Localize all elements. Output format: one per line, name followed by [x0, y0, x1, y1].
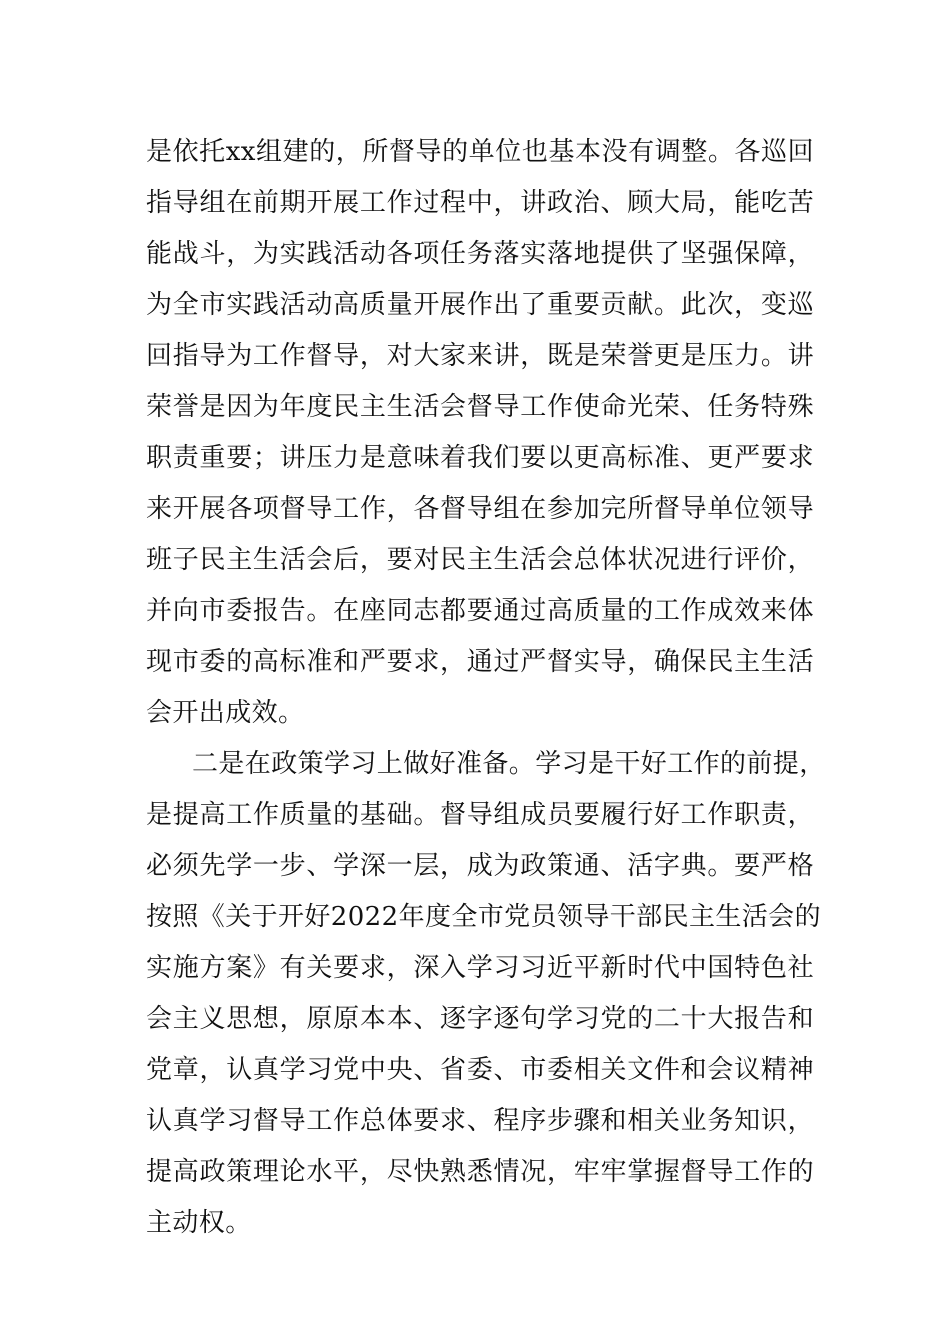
text-line: 回指导为工作督导，对大家来讲，既是荣誉更是压力。讲 — [146, 341, 814, 371]
text-line: 实施方案》有关要求，深入学习习近平新时代中国特色社 — [146, 953, 814, 983]
paragraph-2 — [146, 739, 826, 1249]
text-line: 按照《关于开好2022年度全市党员领导干部民主生活会的 — [146, 902, 821, 932]
text-line: 荣誉是因为年度民主生活会督导工作使命光荣、任务特殊 — [146, 392, 814, 422]
text-line: 指导组在前期开展工作过程中，讲政治、顾大局，能吃苦 — [146, 188, 814, 218]
text-line: 来开展各项督导工作，各督导组在参加完所督导单位领导 — [146, 494, 814, 524]
text-line: 是依托xx组建的，所督导的单位也基本没有调整。各巡回 — [146, 137, 814, 167]
text-line: 必须先学一步、学深一层，成为政策通、活字典。要严格 — [146, 851, 814, 881]
document-body — [146, 127, 826, 1249]
text-line: 二是在政策学习上做好准备。学习是干好工作的前提， — [192, 749, 826, 779]
text-line: 能战斗，为实践活动各项任务落实落地提供了坚强保障， — [146, 239, 814, 269]
text-line: 班子民主生活会后，要对民主生活会总体状况进行评价， — [146, 545, 814, 575]
text-line: 会主义思想，原原本本、逐字逐句学习党的二十大报告和 — [146, 1004, 814, 1034]
text-line: 为全市实践活动高质量开展作出了重要贡献。此次，变巡 — [146, 290, 814, 320]
paragraph-1 — [146, 127, 814, 739]
text-line: 是提高工作质量的基础。督导组成员要履行好工作职责， — [146, 800, 814, 830]
text-line: 主动权。 — [146, 1208, 252, 1238]
text-line: 认真学习督导工作总体要求、程序步骤和相关业务知识， — [146, 1106, 814, 1136]
text-line: 并向市委报告。在座同志都要通过高质量的工作成效来体 — [146, 596, 814, 626]
text-line: 党章，认真学习党中央、省委、市委相关文件和会议精神 — [146, 1055, 814, 1085]
text-line: 职责重要；讲压力是意味着我们要以更高标准、更严要求 — [146, 443, 814, 473]
text-line: 会开出成效。 — [146, 698, 305, 728]
text-line: 现市委的高标准和严要求，通过严督实导，确保民主生活 — [146, 647, 814, 677]
text-line: 提高政策理论水平，尽快熟悉情况，牢牢掌握督导工作的 — [146, 1157, 814, 1187]
